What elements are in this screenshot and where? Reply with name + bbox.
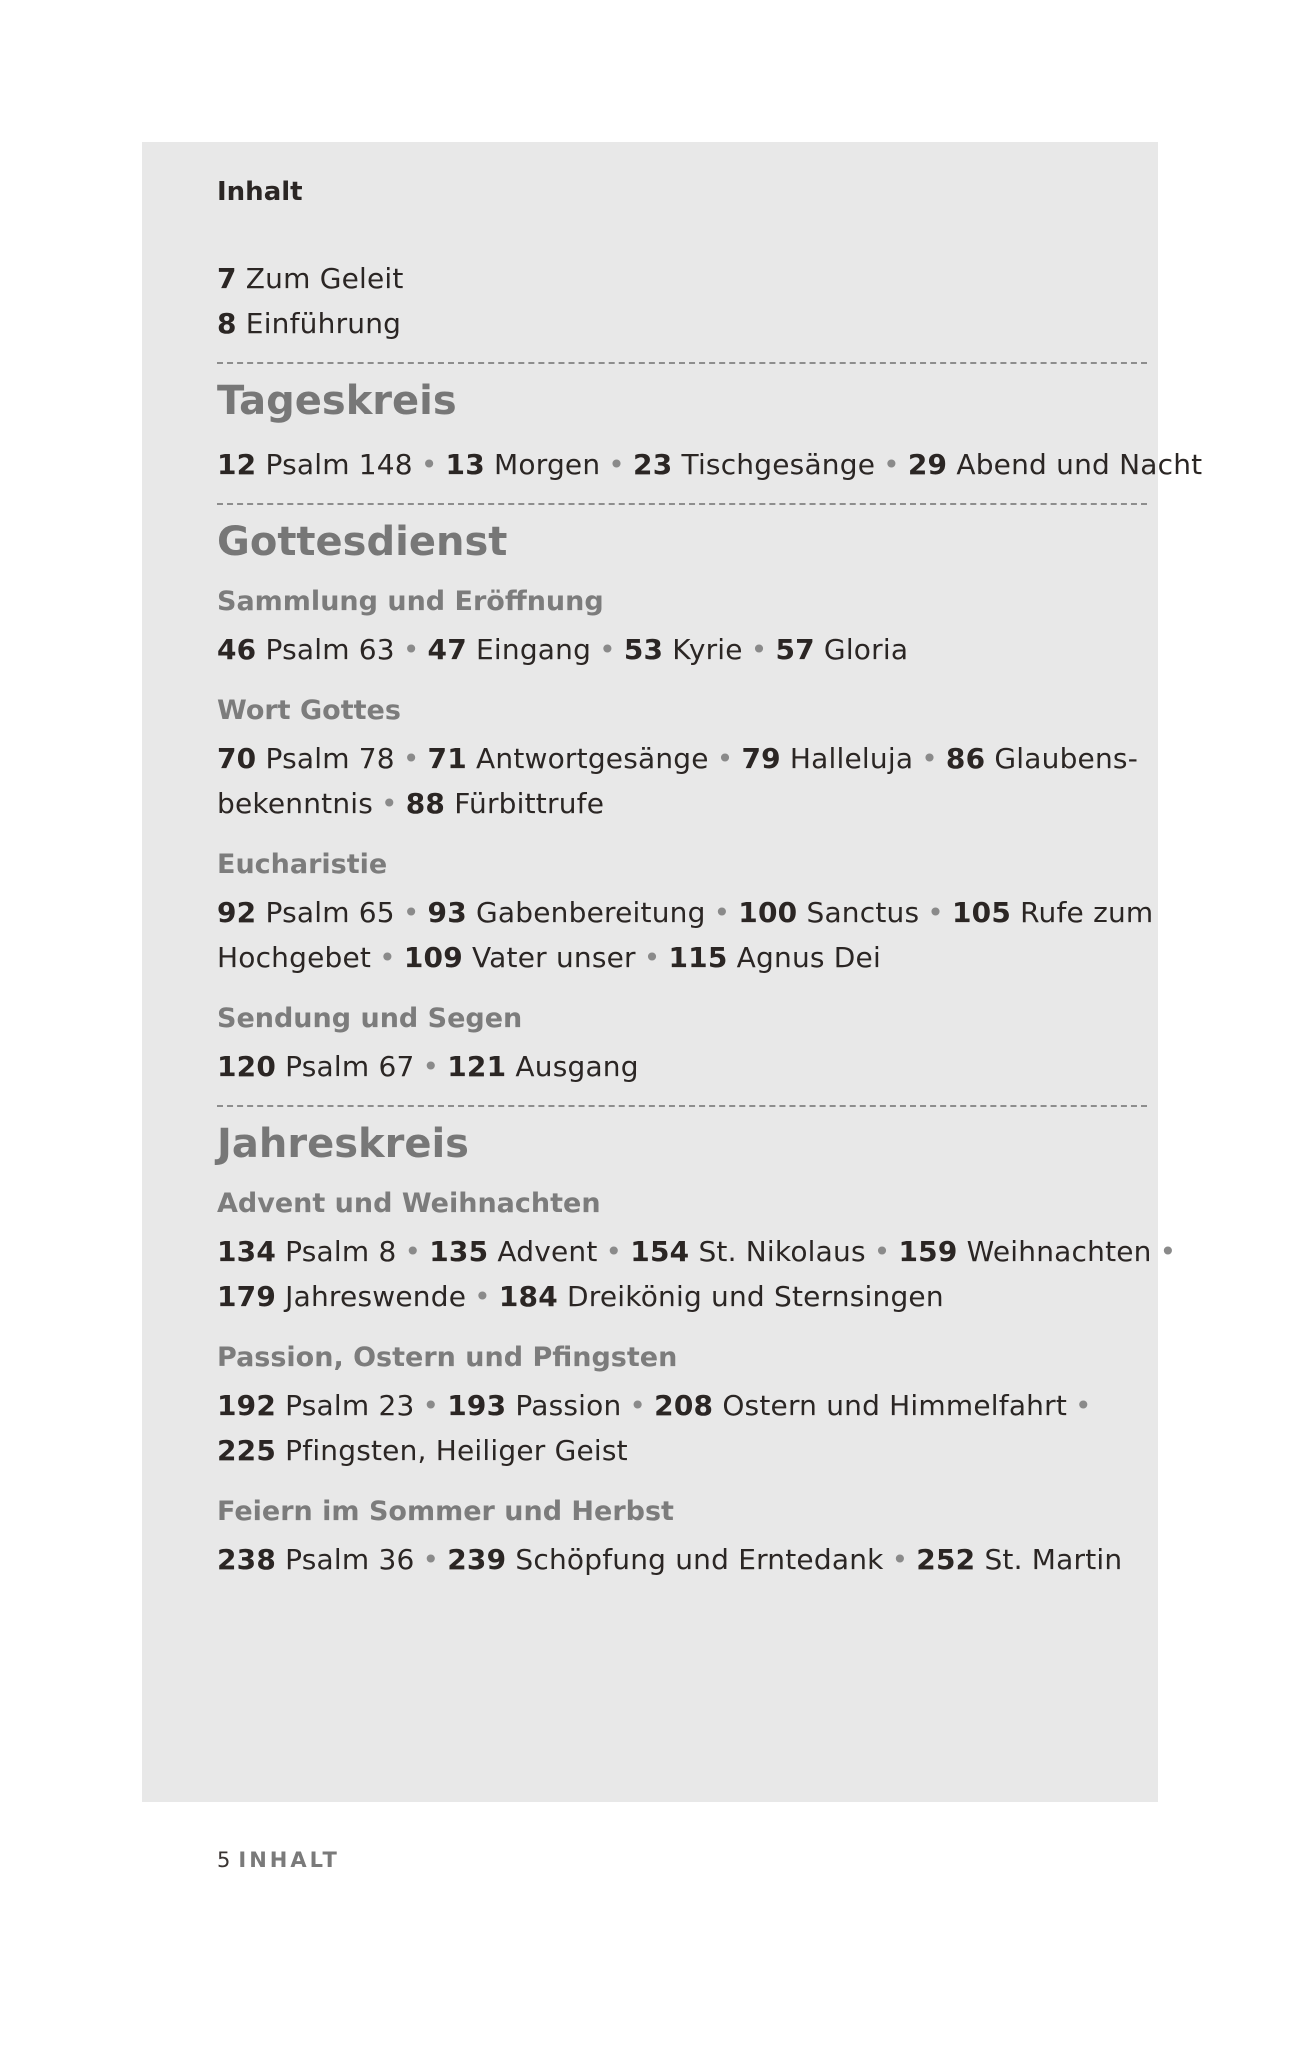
page-number: 154 <box>630 1235 690 1268</box>
entry-label: Psalm 8 <box>285 1235 397 1268</box>
subsection-heading: Sammlung und Eröffnung <box>217 586 604 617</box>
section-heading-tageskreis: Tageskreis <box>217 378 457 424</box>
page-number: 135 <box>429 1235 489 1268</box>
bullet-separator: • <box>608 448 626 481</box>
section-divider <box>217 503 1147 505</box>
entry-label: Tischgesänge <box>681 448 876 481</box>
page-number: 193 <box>447 1389 507 1422</box>
entry-label: Einführung <box>245 307 402 340</box>
page-number: 100 <box>738 896 798 929</box>
entry-label: Schöpfung und Erntedank <box>515 1543 884 1576</box>
subsection-heading: Wort Gottes <box>217 695 401 726</box>
subsection-heading: Eucharistie <box>217 849 388 880</box>
entry-label: Psalm 78 <box>265 742 395 775</box>
page-number: 57 <box>775 633 815 666</box>
entry-label: Psalm 23 <box>285 1389 415 1422</box>
bullet-separator: • <box>921 742 938 775</box>
page-number: 115 <box>668 941 728 974</box>
toc-entry-row <box>217 442 1203 487</box>
entry-label: St. Nikolaus <box>698 1235 866 1268</box>
bullet-separator: • <box>891 1543 909 1576</box>
page-number: 88 <box>405 787 446 820</box>
entry-label: Gabenbereitung <box>476 896 706 929</box>
entry-label: Eingang <box>476 633 592 666</box>
entry-label: Hochgebet <box>217 941 372 974</box>
entry-label: Vater unser <box>472 941 636 974</box>
toc-entry-row <box>217 1044 1157 1089</box>
page-number: 134 <box>217 1235 277 1268</box>
bullet-separator: • <box>379 941 396 974</box>
page-number: 239 <box>447 1543 507 1576</box>
bullet-separator: • <box>381 787 398 820</box>
page-number: 179 <box>217 1280 277 1313</box>
bullet-separator: • <box>629 1389 647 1422</box>
toc-entry-row <box>217 1229 1177 1274</box>
toc-entry-row <box>217 1537 1157 1582</box>
page-number: 109 <box>403 941 463 974</box>
entry-label: Ausgang <box>515 1050 639 1083</box>
toc-entry-row <box>217 736 1157 781</box>
entry-label: Pfingsten, Heiliger Geist <box>285 1434 628 1467</box>
page-number: 105 <box>951 896 1012 929</box>
entry-label: Glaubens- <box>994 742 1139 775</box>
page-number: 184 <box>498 1280 558 1313</box>
entry-label: Halleluja <box>789 742 914 775</box>
entry-label: Gloria <box>823 633 909 666</box>
footer-section-label: INHALT <box>238 1848 340 1872</box>
entry-label: Morgen <box>494 448 601 481</box>
page-number: 46 <box>217 633 257 666</box>
subsection-heading: Passion, Ostern und Pfingsten <box>217 1342 678 1373</box>
page-number: 13 <box>445 448 485 481</box>
page-number: 121 <box>447 1050 507 1083</box>
entry-label: Dreikönig und Sternsingen <box>567 1280 944 1313</box>
page-number: 192 <box>217 1389 277 1422</box>
bullet-separator: • <box>402 742 420 775</box>
entry-label: Psalm 67 <box>285 1050 415 1083</box>
section-divider <box>217 362 1147 364</box>
toc-panel <box>142 142 1203 1802</box>
bullet-separator: • <box>599 633 616 666</box>
page-number: 8 <box>217 307 237 340</box>
bullet-separator: • <box>643 941 661 974</box>
page-number: 29 <box>907 448 948 481</box>
entry-label: Psalm 148 <box>265 448 413 481</box>
entry-label: Abend und Nacht <box>956 448 1203 481</box>
page-number: 92 <box>217 896 257 929</box>
bullet-separator: • <box>1075 1389 1092 1422</box>
bullet-separator: • <box>420 448 438 481</box>
bullet-separator: • <box>713 896 731 929</box>
entry-label: Kyrie <box>672 633 743 666</box>
entry-label: Passion <box>515 1389 622 1422</box>
page-number: 86 <box>945 742 986 775</box>
page-number: 47 <box>427 633 467 666</box>
bullet-separator: • <box>873 1235 891 1268</box>
bullet-separator: • <box>422 1543 440 1576</box>
toc-entry-row <box>217 890 1157 935</box>
bullet-separator: • <box>883 448 900 481</box>
entry-label: Psalm 36 <box>285 1543 415 1576</box>
bullet-separator: • <box>422 1050 440 1083</box>
entry-label: Zum Geleit <box>245 262 404 295</box>
page-number: 93 <box>427 896 467 929</box>
page-number: 7 <box>217 262 237 295</box>
page-number: 120 <box>217 1050 277 1083</box>
entry-label: Psalm 63 <box>265 633 395 666</box>
entry-label: Rufe zum <box>1020 896 1154 929</box>
entry-label: St. Martin <box>984 1543 1123 1576</box>
toc-entry <box>217 256 1157 301</box>
page-number: 252 <box>916 1543 976 1576</box>
page-number: 208 <box>654 1389 714 1422</box>
page-number: 159 <box>898 1235 958 1268</box>
entry-label: Agnus Dei <box>736 941 881 974</box>
bullet-separator: • <box>716 742 734 775</box>
page-number: 71 <box>427 742 467 775</box>
subsection-heading: Advent und Weihnachten <box>217 1188 601 1219</box>
subsection-heading: Feiern im Sommer und Herbst <box>217 1496 674 1527</box>
entry-label: Sanctus <box>806 896 920 929</box>
page-footer <box>217 1845 340 1875</box>
bullet-separator: • <box>474 1280 491 1313</box>
toc-entry-row <box>217 1383 1157 1428</box>
page-number: 79 <box>741 742 781 775</box>
subsection-heading: Sendung und Segen <box>217 1003 523 1034</box>
page-number: 225 <box>217 1434 277 1467</box>
page-number: 23 <box>633 448 673 481</box>
entry-label: Ostern und Himmelfahrt <box>722 1389 1068 1422</box>
page-number: 70 <box>217 742 257 775</box>
section-divider <box>217 1105 1147 1107</box>
toc-entry-row <box>217 1428 1157 1473</box>
section-heading-jahreskreis: Jahreskreis <box>217 1121 469 1167</box>
toc-entry-row <box>217 1274 1157 1319</box>
bullet-separator: • <box>1159 1235 1177 1268</box>
bullet-separator: • <box>927 896 944 929</box>
bullet-separator: • <box>750 633 768 666</box>
entry-label: Fürbittrufe <box>454 787 605 820</box>
page-number: 238 <box>217 1543 277 1576</box>
footer-page-number: 5 <box>217 1848 231 1872</box>
bullet-separator: • <box>404 1235 422 1268</box>
entry-label: Weihnachten <box>966 1235 1152 1268</box>
entry-label: bekenntnis <box>217 787 374 820</box>
entry-label: Advent <box>497 1235 598 1268</box>
page-number: 53 <box>623 633 664 666</box>
toc-entry-row <box>217 935 1157 980</box>
entry-label: Psalm 65 <box>265 896 395 929</box>
entry-label: Jahreswende <box>285 1280 467 1313</box>
bullet-separator: • <box>422 1389 440 1422</box>
toc-title: Inhalt <box>217 177 303 207</box>
toc-entry-row <box>217 627 1157 672</box>
bullet-separator: • <box>402 633 420 666</box>
toc-entry <box>217 301 1157 346</box>
page-number: 12 <box>217 448 257 481</box>
bullet-separator: • <box>402 896 420 929</box>
entry-label: Antwortgesänge <box>476 742 709 775</box>
section-heading-gottesdienst: Gottesdienst <box>217 519 508 565</box>
toc-entry-row <box>217 781 1157 826</box>
toc-content <box>217 172 1203 1582</box>
bullet-separator: • <box>605 1235 623 1268</box>
